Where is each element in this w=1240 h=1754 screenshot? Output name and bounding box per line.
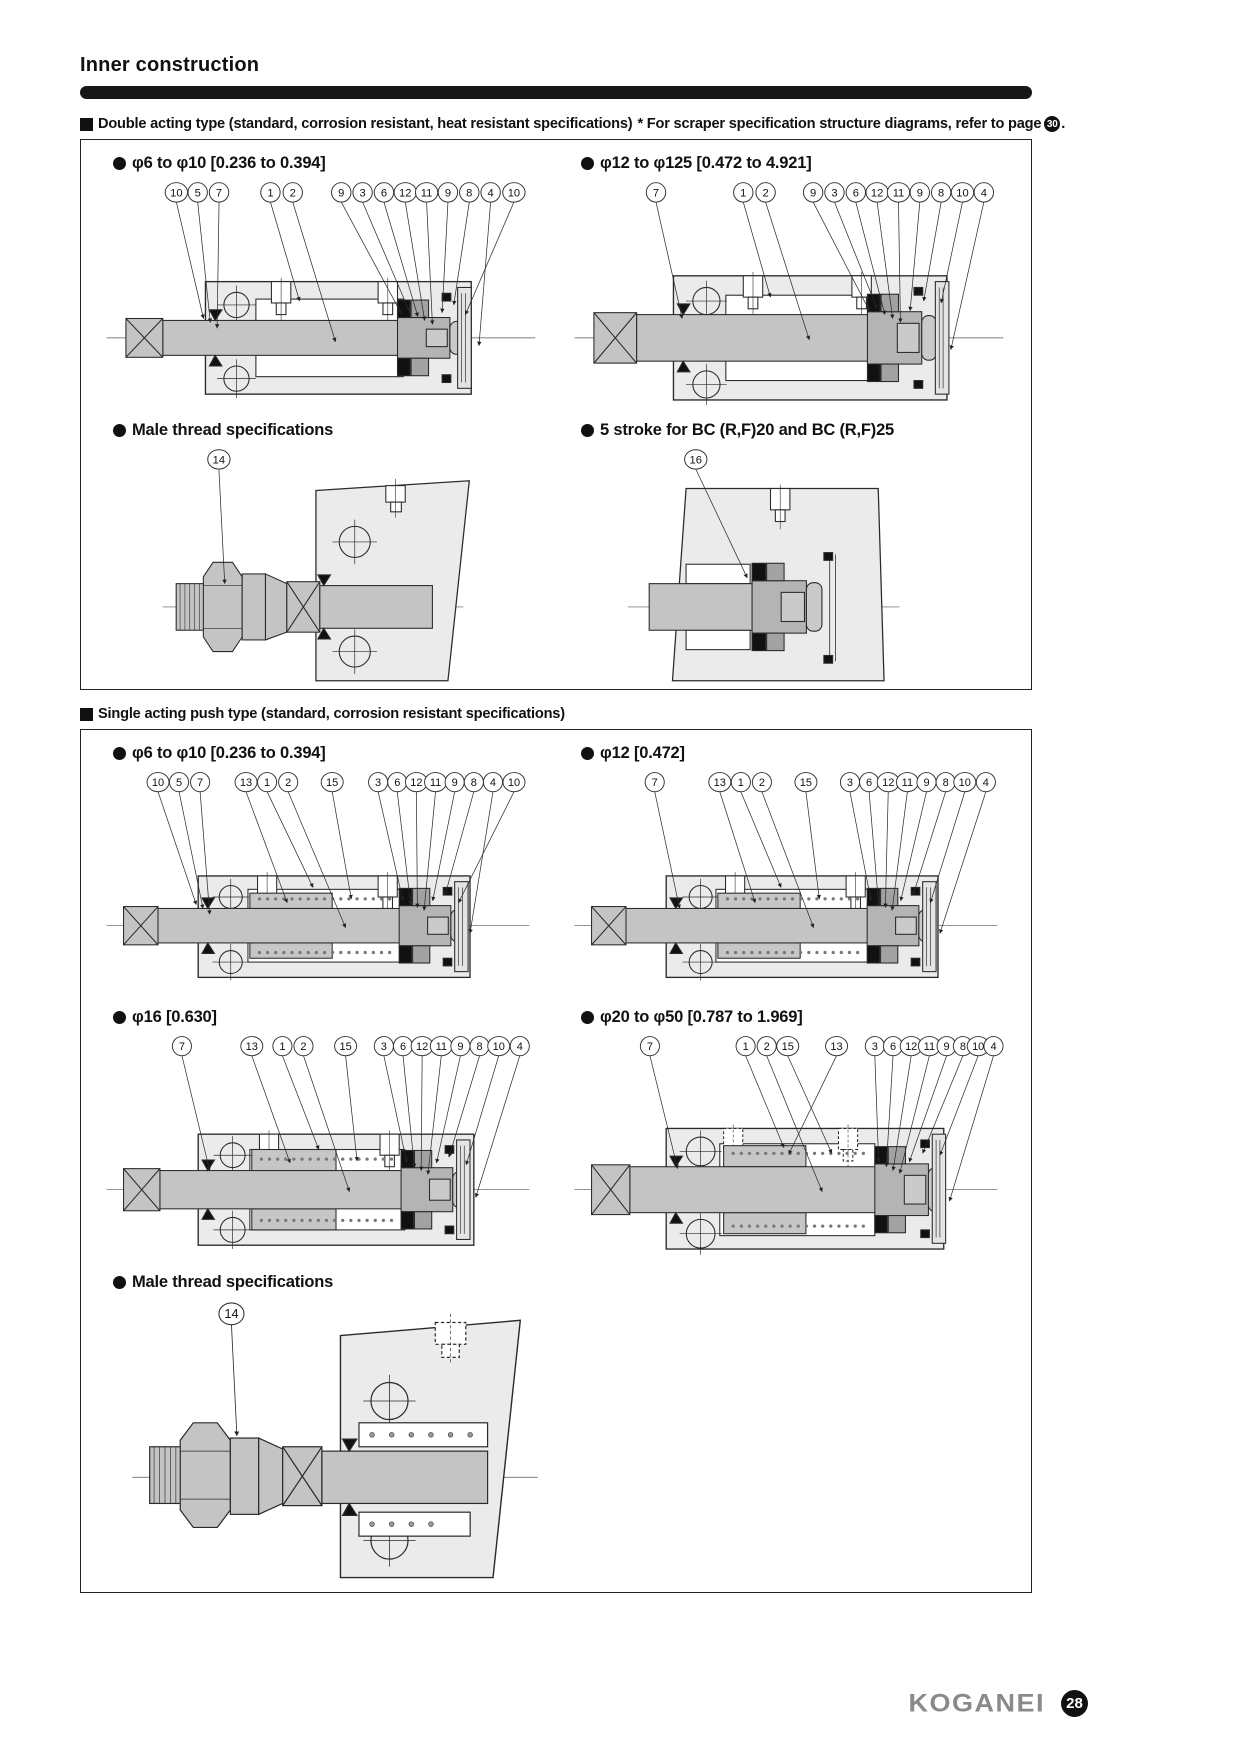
- page-ref-badge: 30: [1044, 116, 1060, 132]
- svg-text:8: 8: [938, 187, 945, 200]
- svg-text:7: 7: [646, 1041, 653, 1054]
- diagram-title: Male thread specifications: [113, 1273, 559, 1292]
- section-marker-icon: [80, 708, 93, 721]
- svg-text:14: 14: [212, 454, 226, 467]
- page-number-badge: 28: [1061, 1690, 1088, 1717]
- svg-text:11: 11: [420, 187, 433, 200]
- cylinder-cross-section: [559, 173, 1011, 415]
- section-heading-single-acting: [80, 706, 1032, 722]
- svg-text:8: 8: [466, 187, 473, 200]
- svg-text:1: 1: [264, 777, 271, 790]
- svg-text:9: 9: [923, 777, 930, 790]
- diagram-male-thread-sa: [91, 1292, 559, 1588]
- svg-text:4: 4: [982, 777, 989, 790]
- double-acting-panel: [80, 139, 1032, 690]
- cylinder-cross-section: [91, 763, 537, 1002]
- svg-text:9: 9: [810, 187, 817, 200]
- svg-text:2: 2: [763, 1041, 770, 1054]
- page-content: [80, 54, 1066, 1609]
- svg-text:11: 11: [435, 1041, 448, 1054]
- svg-text:2: 2: [289, 187, 296, 200]
- svg-text:2: 2: [300, 1041, 307, 1054]
- svg-text:3: 3: [359, 187, 366, 200]
- svg-text:11: 11: [901, 777, 914, 790]
- cylinder-cross-section: [149, 440, 479, 685]
- svg-text:10: 10: [956, 187, 969, 200]
- svg-text:15: 15: [326, 777, 339, 790]
- svg-text:13: 13: [239, 777, 253, 790]
- svg-text:15: 15: [339, 1041, 352, 1054]
- svg-text:7: 7: [197, 777, 204, 790]
- svg-text:4: 4: [516, 1041, 523, 1054]
- diagram-cell-sa-12: [559, 738, 1027, 1002]
- page-footer: [908, 1688, 1088, 1719]
- diagram-da-6-10: [91, 173, 559, 415]
- svg-text:2: 2: [285, 777, 292, 790]
- svg-text:7: 7: [651, 777, 658, 790]
- diagram-title: 5 stroke for BC (R,F)20 and BC (R,F)25: [581, 421, 1027, 440]
- svg-text:7: 7: [215, 187, 223, 200]
- svg-text:6: 6: [380, 187, 388, 200]
- diagram-title: φ12 to φ125 [0.472 to 4.921]: [581, 154, 1027, 173]
- svg-text:1: 1: [737, 777, 744, 790]
- svg-text:4: 4: [487, 187, 494, 200]
- diagram-cell-male-sa: [91, 1267, 559, 1588]
- svg-text:6: 6: [399, 1041, 407, 1054]
- diagram-sa-16: [91, 1027, 559, 1266]
- svg-text:1: 1: [279, 1041, 286, 1054]
- svg-text:2: 2: [758, 777, 765, 790]
- cylinder-cross-section: [91, 1027, 537, 1266]
- svg-text:4: 4: [980, 187, 987, 200]
- svg-text:9: 9: [338, 187, 345, 200]
- bullet-icon: [113, 1011, 126, 1024]
- diagram-title: φ6 to φ10 [0.236 to 0.394]: [113, 154, 559, 173]
- svg-text:12: 12: [870, 187, 884, 200]
- svg-text:12: 12: [416, 1041, 429, 1054]
- svg-text:6: 6: [394, 777, 401, 790]
- svg-text:4: 4: [990, 1041, 997, 1054]
- bullet-icon: [113, 157, 126, 170]
- svg-text:10: 10: [507, 187, 521, 200]
- svg-text:12: 12: [410, 777, 423, 790]
- diagram-title: φ16 [0.630]: [113, 1008, 559, 1027]
- svg-text:1: 1: [267, 187, 274, 200]
- svg-text:3: 3: [375, 777, 382, 790]
- svg-text:5: 5: [194, 187, 201, 200]
- svg-text:8: 8: [942, 777, 949, 790]
- section-note-text: * For scraper specification structure diagrams, refer to page: [637, 116, 1042, 132]
- diagram-cell-da-6-10: [91, 148, 559, 415]
- svg-text:12: 12: [399, 187, 412, 200]
- svg-text:4: 4: [489, 777, 497, 790]
- svg-text:6: 6: [852, 187, 859, 200]
- bullet-icon: [113, 747, 126, 760]
- svg-text:15: 15: [781, 1041, 794, 1054]
- diagram-cell-da-12-125: [559, 148, 1027, 415]
- svg-text:1: 1: [740, 187, 747, 200]
- svg-text:3: 3: [380, 1041, 387, 1054]
- svg-text:8: 8: [476, 1041, 483, 1054]
- svg-text:9: 9: [916, 187, 923, 200]
- svg-text:10: 10: [507, 777, 521, 790]
- svg-text:11: 11: [892, 187, 905, 200]
- section-heading-double-acting: [80, 116, 1066, 132]
- svg-text:9: 9: [457, 1041, 464, 1054]
- bullet-icon: [581, 1011, 594, 1024]
- svg-text:6: 6: [866, 777, 873, 790]
- diagram-title: Male thread specifications: [113, 421, 559, 440]
- bullet-icon: [581, 157, 594, 170]
- svg-text:3: 3: [871, 1041, 878, 1054]
- svg-text:11: 11: [923, 1041, 936, 1054]
- diagram-title: φ6 to φ10 [0.236 to 0.394]: [113, 744, 559, 763]
- diagram-sa-12: [559, 763, 1027, 1002]
- svg-text:7: 7: [652, 187, 660, 200]
- svg-text:9: 9: [444, 187, 452, 200]
- diagram-title: φ20 to φ50 [0.787 to 1.969]: [581, 1008, 1027, 1027]
- section-heading-text: Single acting push type (standard, corrosion resistant specifications): [98, 706, 565, 723]
- title-rule-bar: [80, 86, 1032, 99]
- svg-text:13: 13: [713, 777, 726, 790]
- svg-text:2: 2: [762, 187, 769, 200]
- diagram-cell-sa-6-10: [91, 738, 559, 1002]
- svg-text:10: 10: [151, 777, 165, 790]
- svg-text:10: 10: [958, 777, 971, 790]
- section-marker-icon: [80, 118, 93, 131]
- svg-text:16: 16: [689, 454, 702, 467]
- svg-text:1: 1: [742, 1041, 749, 1054]
- diagram-cell-male-da: [91, 415, 559, 685]
- svg-text:3: 3: [831, 187, 838, 200]
- diagram-cell-5stroke: [559, 415, 1027, 685]
- diagram-sa-6-10: [91, 763, 559, 1002]
- svg-text:8: 8: [959, 1041, 966, 1054]
- page-title: Inner construction: [80, 54, 260, 76]
- cylinder-cross-section: [589, 440, 919, 685]
- cylinder-cross-section: [559, 763, 1005, 1002]
- svg-text:7: 7: [178, 1041, 185, 1054]
- single-acting-panel: [80, 729, 1032, 1593]
- svg-text:3: 3: [846, 777, 854, 790]
- diagram-sa-20-50: [559, 1027, 1027, 1266]
- svg-text:12: 12: [882, 777, 895, 790]
- brand-logo: KOGANEI: [908, 1689, 1045, 1717]
- bullet-icon: [113, 1276, 126, 1289]
- svg-text:10: 10: [492, 1041, 505, 1054]
- bullet-icon: [581, 424, 594, 437]
- cylinder-cross-section: [117, 1292, 553, 1588]
- svg-text:12: 12: [905, 1041, 918, 1054]
- section-heading-text: Double acting type (standard, corrosion resistant, heat resistant specifications): [98, 116, 633, 132]
- bullet-icon: [581, 747, 594, 760]
- cylinder-cross-section: [559, 1027, 1005, 1266]
- diagram-title: φ12 [0.472]: [581, 744, 1027, 763]
- svg-text:6: 6: [889, 1041, 897, 1054]
- svg-text:15: 15: [799, 777, 813, 790]
- svg-text:14: 14: [224, 1306, 239, 1321]
- diagram-male-thread-da: [91, 440, 559, 685]
- diagram-cell-sa-20-50: [559, 1002, 1027, 1266]
- diagram-5-stroke-bc: [559, 440, 1027, 685]
- cylinder-cross-section: [91, 173, 543, 415]
- svg-text:10: 10: [170, 187, 183, 200]
- svg-text:9: 9: [451, 777, 458, 790]
- bullet-icon: [113, 424, 126, 437]
- svg-text:13: 13: [830, 1041, 843, 1054]
- svg-text:5: 5: [175, 777, 183, 790]
- svg-text:11: 11: [429, 777, 442, 790]
- diagram-cell-sa-16: [91, 1002, 559, 1266]
- diagram-da-12-125: [559, 173, 1027, 415]
- svg-text:13: 13: [245, 1041, 258, 1054]
- svg-text:8: 8: [470, 777, 477, 790]
- svg-text:10: 10: [972, 1041, 985, 1054]
- svg-text:9: 9: [943, 1041, 950, 1054]
- section-note-period: .: [1061, 116, 1066, 132]
